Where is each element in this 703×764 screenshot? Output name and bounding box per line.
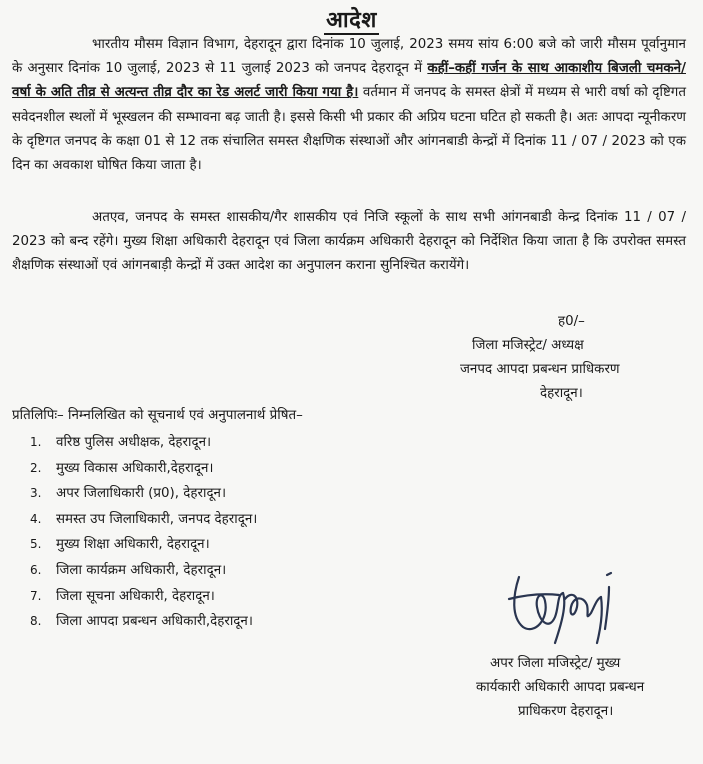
list-number: 7. (30, 588, 42, 603)
list-text: समस्त उप जिलाधिकारी, जनपद देहरादून। (56, 511, 258, 527)
signatory2-authority: कार्यकारी अधिकारी आपदा प्रबन्धन (476, 680, 645, 695)
signed-mark: ह0/– (558, 314, 585, 329)
signatory1-authority: जनपद आपदा प्रबन्धन प्राधिकरण (460, 362, 620, 377)
signatory1-designation: जिला मजिस्ट्रेट/ अध्यक्ष (472, 338, 584, 353)
list-text: अपर जिलाधिकारी (प्र0), देहरादून। (56, 486, 227, 502)
list-text: जिला सूचना अधिकारी, देहरादून। (56, 588, 215, 604)
list-item (30, 507, 257, 533)
document-title: आदेश (326, 8, 377, 33)
list-number: 3. (30, 486, 42, 501)
list-item (30, 584, 257, 610)
order-paragraph-1 (12, 33, 686, 178)
para1-text-before: भारतीय मौसम विज्ञान विभाग, देहरादून द्वारा दिनांक 10 जुलाई, 2023 समय सांय 6:00 बजे को जारी मौसम पूर्वानुमान के अनुसार दिनांक 10 जुलाई, 2023 से 11 जुलाई 2023 को जनपद देहरादून में (12, 37, 686, 77)
list-number: 2. (30, 460, 42, 475)
list-number: 8. (30, 614, 42, 629)
signatory1-place: देहरादून। (540, 386, 583, 401)
para1-text-after: वर्तमान में जनपद के समस्त क्षेत्रों में मध्यम से भारी वर्षा को दृष्टिगत सवेदनशील स्थलों में भूस्खलन की सम्भावना बढ़ जाती है। इससे किसी भी प्रकार की अप्रिय घटना घटित हो सकती है। अतः आपदा न्यूनीकरण के दृष्टिगत जनपद के कक्षा 01 से 12 तक संचालित समस्त शैक्षणिक संस्थाओं और आंगनबाडी केन्द्रों में दिनांक 11 / 07 / 2023 को एक दिन का अवकाश घोषित किया जाता है। (12, 85, 686, 174)
order-paragraph-2: अतएव, जनपद के समस्त शासकीय/गैर शासकीय एवं निजि स्कूलों के साथ सभी आंगनबाडी केन्द्र दिनांक 11 / 07 / 2023 को बन्द रहेंगे। मुख्य शिक्षा अधिकारी देहरादून एवं जिला कार्यक्रम अधिकारी देहरादून को निर्देशित किया जाता है कि उपरोक्त समस्त शैक्षणिक संस्थाओं एवं आंगनबाड़ी केन्द्रों में उक्त आदेश का अनुपालन कराना सुनिश्चित करायेंगे। (12, 210, 686, 274)
list-text: जिला आपदा प्रबन्धन अधिकारी,देहरादून। (56, 614, 253, 630)
copy-to-heading: प्रतिलिपिः– निम्नलिखित को सूचनार्थ एवं अनुपालनार्थ प्रेषित– (12, 408, 303, 423)
signatory2-place: प्राधिकरण देहरादून। (518, 704, 614, 719)
list-item (30, 558, 257, 584)
list-text: वरिष्ठ पुलिस अधीक्षक, देहरादून। (56, 435, 212, 450)
list-item (30, 430, 257, 456)
additional-magistrate-signature-block (470, 652, 700, 724)
red-alert-highlight: कहीं–कहीं गर्जन के साथ आकाशीय बिजली चमकने/वर्षा के अति तीव्र से अत्यन्त तीव्र दौर का रेड अलर्ट जारी किया गया है। (12, 61, 686, 101)
list-item (30, 481, 257, 507)
handwritten-signature (505, 555, 635, 650)
list-text: जिला कार्यक्रम अधिकारी, देहरादून। (56, 562, 227, 578)
list-item (30, 532, 257, 558)
list-item (30, 456, 257, 482)
list-number: 5. (30, 537, 42, 552)
district-magistrate-signature-block (460, 310, 700, 406)
list-number: 4. (30, 511, 42, 526)
list-text: मुख्य शिक्षा अधिकारी, देहरादून। (56, 537, 210, 553)
copy-to-list (30, 430, 257, 635)
signatory2-designation: अपर जिला मजिस्ट्रेट/ मुख्य (490, 656, 621, 671)
list-number: 1. (30, 435, 42, 449)
list-text: मुख्य विकास अधिकारी,देहरादून। (56, 460, 214, 476)
list-item (30, 609, 257, 635)
list-number: 6. (30, 562, 42, 577)
